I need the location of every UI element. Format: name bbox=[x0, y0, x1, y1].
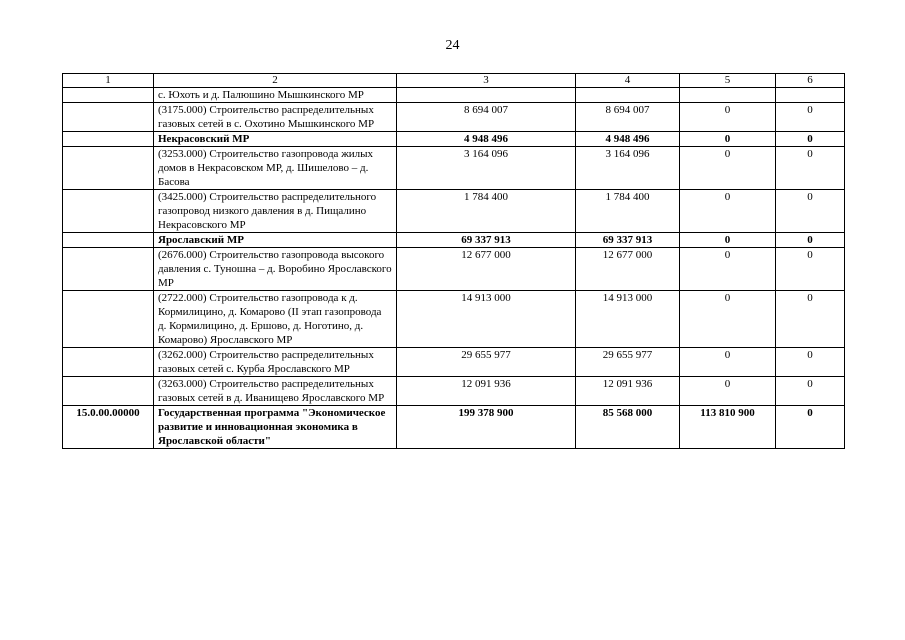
table-row-program bbox=[63, 406, 845, 449]
row-col5: 0 bbox=[680, 132, 776, 147]
row-col6: 0 bbox=[776, 377, 845, 406]
table-row-subtotal bbox=[63, 132, 845, 147]
row-col4: 85 568 000 bbox=[576, 406, 680, 449]
table-row bbox=[63, 291, 845, 348]
row-name: Государственная программа "Экономическое развитие и инновационная экономика в Ярославской области" bbox=[154, 406, 397, 449]
row-name: Ярославский МР bbox=[154, 233, 397, 248]
table-row bbox=[63, 248, 845, 291]
row-name: (2722.000) Строительство газопровода к д. Кормилицино, д. Комарово (II этап газопровода д. Кормилицино, д. Ершово, д. Ноготино, д. Комарово) Ярославского МР bbox=[154, 291, 397, 348]
row-col4: 12 677 000 bbox=[576, 248, 680, 291]
row-col4: 1 784 400 bbox=[576, 190, 680, 233]
row-code bbox=[63, 147, 154, 190]
row-code bbox=[63, 233, 154, 248]
row-col6: 0 bbox=[776, 248, 845, 291]
row-code bbox=[63, 132, 154, 147]
row-total: 8 694 007 bbox=[397, 103, 576, 132]
row-col5 bbox=[680, 88, 776, 103]
row-col5: 0 bbox=[680, 291, 776, 348]
row-code bbox=[63, 348, 154, 377]
row-total: 12 677 000 bbox=[397, 248, 576, 291]
row-col4 bbox=[576, 88, 680, 103]
table-row bbox=[63, 377, 845, 406]
row-code bbox=[63, 291, 154, 348]
row-col6: 0 bbox=[776, 190, 845, 233]
row-name: (3253.000) Строительство газопровода жилых домов в Некрасовском МР, д. Шишелово – д. Басова bbox=[154, 147, 397, 190]
row-col6: 0 bbox=[776, 406, 845, 449]
row-col4: 4 948 496 bbox=[576, 132, 680, 147]
row-name: (3425.000) Строительство распределительного газопровод низкого давления в д. Пищалино Некрасовского МР bbox=[154, 190, 397, 233]
table-row bbox=[63, 147, 845, 190]
row-col5: 0 bbox=[680, 147, 776, 190]
row-total bbox=[397, 88, 576, 103]
column-header: 4 bbox=[576, 74, 680, 88]
table-row bbox=[63, 88, 845, 103]
budget-table bbox=[62, 73, 845, 449]
row-col4: 12 091 936 bbox=[576, 377, 680, 406]
row-code: 15.0.00.00000 bbox=[63, 406, 154, 449]
table-row bbox=[63, 103, 845, 132]
row-name: Некрасовский МР bbox=[154, 132, 397, 147]
row-col6 bbox=[776, 88, 845, 103]
column-number-row bbox=[63, 74, 845, 88]
table-row bbox=[63, 190, 845, 233]
page-number: 24 bbox=[445, 38, 460, 53]
row-col4: 8 694 007 bbox=[576, 103, 680, 132]
row-col5: 0 bbox=[680, 103, 776, 132]
row-col6: 0 bbox=[776, 103, 845, 132]
row-total: 3 164 096 bbox=[397, 147, 576, 190]
row-total: 14 913 000 bbox=[397, 291, 576, 348]
row-name: (3263.000) Строительство распределительных газовых сетей в д. Иванищево Ярославского МР bbox=[154, 377, 397, 406]
row-name: (2676.000) Строительство газопровода высокого давления с. Туношна – д. Воробино Ярославского МР bbox=[154, 248, 397, 291]
row-col4: 14 913 000 bbox=[576, 291, 680, 348]
row-code bbox=[63, 248, 154, 291]
column-header: 2 bbox=[154, 74, 397, 88]
row-col5: 113 810 900 bbox=[680, 406, 776, 449]
row-col5: 0 bbox=[680, 377, 776, 406]
row-col6: 0 bbox=[776, 291, 845, 348]
row-col5: 0 bbox=[680, 190, 776, 233]
row-col6: 0 bbox=[776, 348, 845, 377]
table-row bbox=[63, 348, 845, 377]
row-col4: 29 655 977 bbox=[576, 348, 680, 377]
row-name: (3175.000) Строительство распределительных газовых сетей в с. Охотино Мышкинского МР bbox=[154, 103, 397, 132]
row-total: 12 091 936 bbox=[397, 377, 576, 406]
row-name: (3262.000) Строительство распределительных газовых сетей с. Курба Ярославского МР bbox=[154, 348, 397, 377]
row-col5: 0 bbox=[680, 348, 776, 377]
row-code bbox=[63, 377, 154, 406]
row-total: 29 655 977 bbox=[397, 348, 576, 377]
row-col6: 0 bbox=[776, 132, 845, 147]
row-col5: 0 bbox=[680, 248, 776, 291]
row-total: 4 948 496 bbox=[397, 132, 576, 147]
table-row-subtotal bbox=[63, 233, 845, 248]
row-col4: 69 337 913 bbox=[576, 233, 680, 248]
row-total: 1 784 400 bbox=[397, 190, 576, 233]
row-code bbox=[63, 190, 154, 233]
column-header: 6 bbox=[776, 74, 845, 88]
column-header: 1 bbox=[63, 74, 154, 88]
row-col6: 0 bbox=[776, 147, 845, 190]
column-header: 5 bbox=[680, 74, 776, 88]
row-col6: 0 bbox=[776, 233, 845, 248]
row-total: 69 337 913 bbox=[397, 233, 576, 248]
row-col5: 0 bbox=[680, 233, 776, 248]
column-header: 3 bbox=[397, 74, 576, 88]
row-code bbox=[63, 88, 154, 103]
row-code bbox=[63, 103, 154, 132]
row-total: 199 378 900 bbox=[397, 406, 576, 449]
row-name: с. Юхоть и д. Палюшино Мышкинского МР bbox=[154, 88, 397, 103]
row-col4: 3 164 096 bbox=[576, 147, 680, 190]
